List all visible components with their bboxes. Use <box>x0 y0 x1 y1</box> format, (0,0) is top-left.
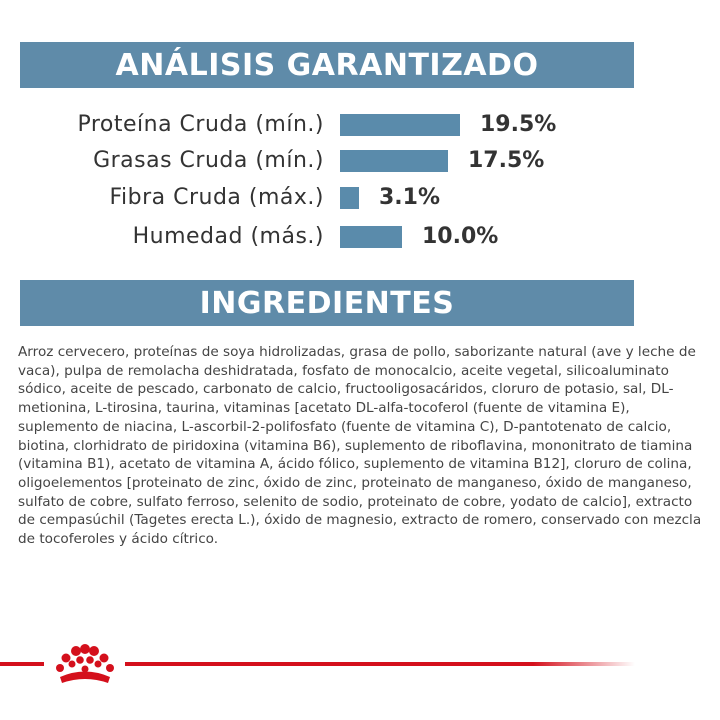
analysis-value: 19.5% <box>480 112 557 137</box>
royal-canin-crown-icon <box>50 642 120 688</box>
analysis-row <box>0 146 720 176</box>
ingredients-title: INGREDIENTES <box>199 285 455 321</box>
analysis-bar <box>340 150 448 172</box>
footer-red-line-right <box>125 662 635 666</box>
analysis-title: ANÁLISIS GARANTIZADO <box>115 47 539 83</box>
analysis-title-banner <box>20 42 634 88</box>
analysis-row <box>0 222 720 252</box>
analysis-value: 3.1% <box>379 185 441 210</box>
analysis-row <box>0 183 720 213</box>
analysis-value: 10.0% <box>422 224 499 249</box>
analysis-label: Proteína Cruda (mín.) <box>77 112 324 137</box>
footer-red-line-left <box>0 662 44 666</box>
analysis-bar <box>340 187 359 209</box>
analysis-label: Fibra Cruda (máx.) <box>109 185 324 210</box>
analysis-label: Grasas Cruda (mín.) <box>93 148 324 173</box>
analysis-row <box>0 110 720 140</box>
analysis-value: 17.5% <box>468 148 545 173</box>
ingredients-title-banner <box>20 280 634 326</box>
analysis-bar <box>340 114 460 136</box>
analysis-bar <box>340 226 402 248</box>
ingredients-text: Arroz cervecero, proteínas de soya hidrolizadas, grasa de pollo, saborizante natural (ave y leche de vaca), pulpa de remolacha deshidratada, fosfato de monocalcio, aceite vegetal, silicoaluminato sódico, aceite de pescado, carbonato de calcio, fructooligosacáridos, cloruro de potasio, sal, DL-metionina, L-tirosina, taurina, vitaminas [acetato DL-alfa-tocoferol (fuente de vitamina E), suplemento de niacina, L-ascorbil-2-polifosfato (fuente de vitamina C), D-pantotenato de calcio, biotina, clorhidrato de piridoxina (vitamina B6), suplemento de riboflavina, mononitrato de tiamina (vitamina B1), acetato de vitamina A, ácido fólico, suplemento de vitamina B12], cloruro de colina, oligoelementos [proteinato de zinc, óxido de zinc, proteinato de manganeso, óxido de manganeso, sulfato de cobre, sulfato ferroso, selenito de sodio, proteinato de cobre, yodato de calcio], extracto de cempasúchil (Tagetes erecta L.), óxido de magnesio, extracto de romero, conservado con mezcla de tocoferoles y ácido cítrico. <box>18 344 702 548</box>
analysis-label: Humedad (más.) <box>132 224 324 249</box>
footer <box>0 640 720 690</box>
